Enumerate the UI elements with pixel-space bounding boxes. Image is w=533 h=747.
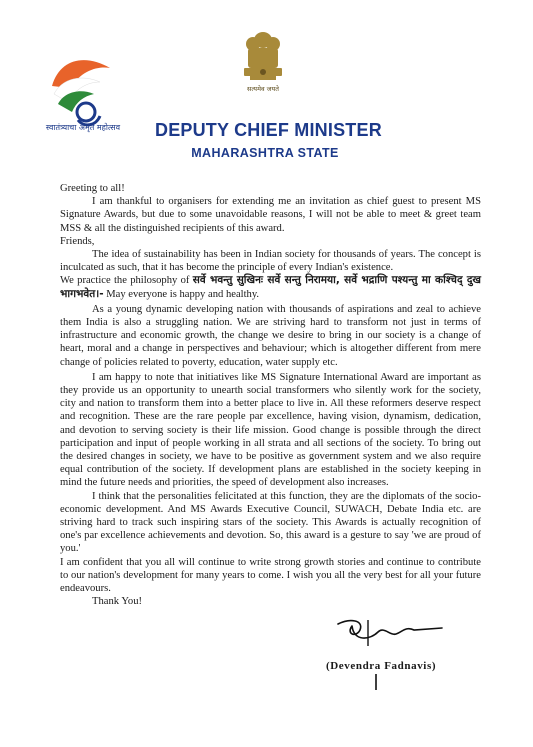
paragraph-5: I am happy to note that initiatives like MS Signature International Award are important as they provide us an opportunity to unearth social transformers who silently work for the society, city and nation to transform them into a better place to live in. All these reformers deserve respect and recognition. These are the rare people par excellence, having vision, dynamism, dedication, and devotion to serving society is their life mission. Good change is possible through the direct participation and input of people working in all strata and all sections of the society. To bring out the desired changes in society, we have to be positive as government system and we also require equal contribution of the society. If development plans are established in the society keeping in mind the future needs and priorities, the speed of development also increases. (60, 371, 481, 489)
sanskrit-verse: सर्वे भवन्तु सुखिनः सर्वे सन्तु निरामया, सर्वे भद्राणि पश्यन्तु मा कश्चिद् दुख भागभवेत।- (60, 274, 481, 300)
paragraph-7: I am confident that you all will continue to write strong growth stories and continue to contribute to our nation's development for many years to come. I wish you all the very best for all your future endeavours. (60, 556, 481, 595)
page-subtitle: MAHARASHTRA STATE (191, 146, 339, 160)
paragraph-2: The idea of sustainability has been in Indian society for thousands of years. The concept is inculcated as such, that it has become the principle of every Indian's existence. (60, 249, 481, 274)
letter-body (60, 182, 481, 609)
paragraph-4: As a young dynamic developing nation with thousands of aspirations and zeal to achieve them India is also a struggling nation. We are striving hard to transform not just in terms of infrastructure and economic growth, the change we desire to bring in our society is a change of heart, moral and a change in perspectives and behaviour; which is altogether different from mere change of policies related to poverty, education, water supply etc. (60, 303, 481, 368)
paragraph-1: I am thankful to organisers for extending me an invitation as chief guest to present MS Signature Awards, but due to some unavoidable reasons, I will not be able to meet & greet team MSS & all the distinguished recipients of this award. (60, 196, 481, 234)
signatory-name: (Devendra Fadnavis) (326, 660, 437, 672)
logo-caption: स्वातंत्र्याचा अमृत महोत्सव (45, 123, 121, 132)
closing: Thank You! (92, 596, 143, 608)
greeting: Greeting to all! (60, 183, 125, 194)
paragraph-3-lead: We practice the philosophy of (60, 275, 193, 287)
page-title: DEPUTY CHIEF MINISTER (155, 120, 382, 140)
emblem-motto: सत्यमेव जयते (247, 85, 279, 93)
salutation-friends: Friends, (60, 235, 95, 247)
handwritten-signature (330, 612, 450, 692)
paragraph-6: I think that the personalities felicitated at this function, they are the diplomats of the socio-economic development. And MS Awards Executive Council, SUWACH, Debate India etc. are striving hard to track such inspiring stars of the society. This Awards is actually recognition of one's par excellence achievements and devotion. So, this award is a gesture to say 'we are proud of you.' (60, 490, 481, 555)
paragraph-3 (60, 274, 481, 300)
paragraph-3-tail: May everyone is happy and healthy. (103, 288, 260, 300)
